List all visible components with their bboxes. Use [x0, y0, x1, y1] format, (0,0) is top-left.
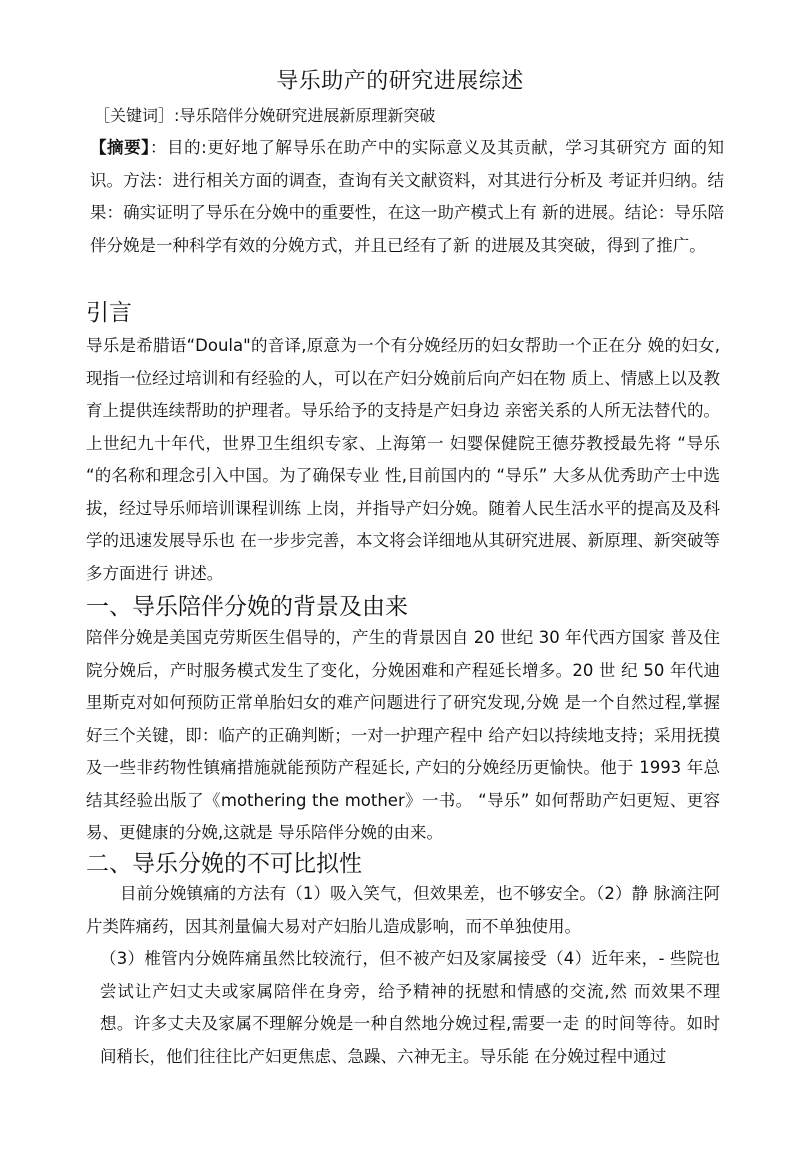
section2-paragraph-1: 目前分娩镇痛的方法有（1）吸入笑气，但效果差，也不够安全。（2）静 脉滴注阿片类阵痛药，因其剂量偏大易对产妇胎儿造成影响，而不单独使用。 [86, 884, 720, 936]
section1-paragraph: 陪伴分娩是美国克劳斯医生倡导的，产生的背景因自 20 世纪 30 年代西方国家 普及住院分娩后，产时服务模式发生了变化，分娩困难和产程延长增多。20 世 纪 50 年代迪里斯克对如何预防正常单胎妇女的难产问题进行了研究发现,分娩 是一个自然过程,掌握好三个关键，即：临产的正确判断；一对一护理产程中 给产妇以持续地支持；采用抚摸及一些非药物性镇痛措施就能预防产程延长, 产妇的分娩经历更愉快。他于 1993 年总结其经验出版了《mothering the mother》一书。 “导乐” 如何帮助产妇更短、更容易、更健康的分娩,这就是 导乐陪伴分娩的由来。 [86, 628, 720, 842]
keywords-line [94, 103, 734, 129]
abstract-text: ：目的:更好地了解导乐在助产中的实际意义及其贡献，学习其研究方 面的知识。方法：进行相关方面的调查，查询有关文献资料，对其进行分析及 考证并归纳。结果：确实证明了导乐在分娩中的重要性，在这一助产模式上有 新的进展。结论：导乐陪伴分娩是一种科学有效的分娩方式，并且已经有了新 的进展及其突破，得到了推广。 [90, 138, 725, 255]
document-title: 导乐助产的研究进展综述 [276, 69, 524, 94]
abstract-paragraph [90, 132, 724, 262]
keywords-label: ［关键词］ [94, 106, 175, 125]
section2-paragraph-2: （3）椎管内分娩阵痛虽然比较流行，但不被产妇及家属接受（4）近年来，- 些院也尝试让产妇丈夫或家属陪伴在身旁，给予精神的抚慰和情感的交流,然 而效果不理想。许多丈夫及家属不理解分娩是一种自然地分娩过程,需要一走 的时间等待。如时间稍长，他们往往比产妇更焦虑、急躁、六神无主。导乐能 在分娩过程中通过 [100, 949, 720, 1066]
keywords-text: :导乐陪伴分娩研究进展新原理新突破 [174, 106, 436, 125]
intro-paragraph: 导乐是希腊语“Doula"的音译,原意为一个有分娩经历的妇女帮助一个正在分 娩的妇女,现指一位经过培训和有经验的人，可以在产妇分娩前后向产妇在物 质上、情感上以及教育上提供连续帮助的护理者。导乐给予的支持是产妇身边 亲密关系的人所无法替代的。上世纪九十年代，世界卫生组织专家、上海第一 妇婴保健院王德芬教授最先将 “导乐 “的名称和理念引入中国。为了确保专业 性,目前国内的 “导乐” 大多从优秀助产士中选拔，经过导乐师培训课程训练 上岗，并指导产妇分娩。随着人民生活水平的提高及及科学的迅速发展导乐也 在一步步完善，本文将会详细地从其研究进展、新原理、新突破等多方面进行 讲述。 [86, 336, 720, 583]
section2-heading: 二、导乐分娩的不可比拟性 [86, 851, 362, 877]
intro-heading: 引言 [86, 300, 132, 326]
section1-heading: 一、导乐陪伴分娩的背景及由来 [86, 594, 408, 620]
abstract-label: 【摘要】 [90, 138, 150, 157]
